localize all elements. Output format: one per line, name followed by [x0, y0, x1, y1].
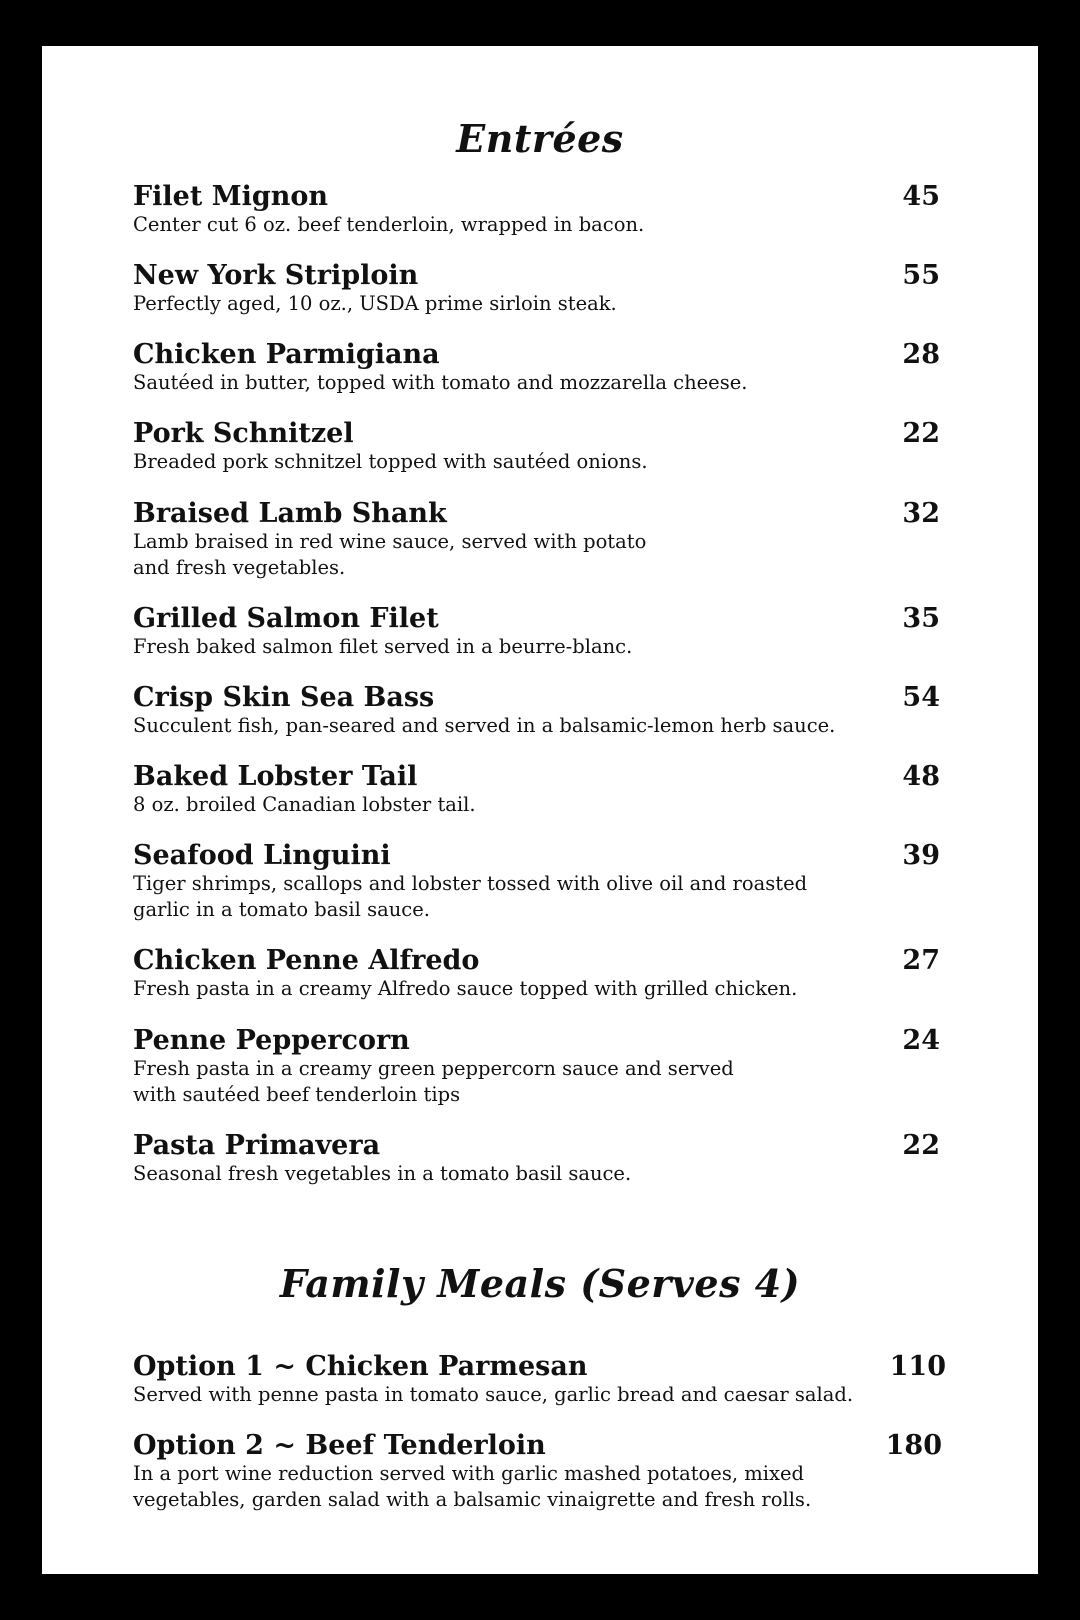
menu-item	[133, 683, 835, 739]
item-description: Fresh baked salmon filet served in a beurre-blanc.	[133, 635, 633, 658]
menu-item	[133, 1131, 631, 1187]
item-name: Crisp Skin Sea Bass	[133, 682, 435, 713]
menu-item	[133, 182, 644, 238]
item-name: Grilled Salmon Filet	[133, 603, 439, 634]
item-name: Pasta Primavera	[133, 1130, 381, 1161]
menu-item	[133, 340, 747, 396]
item-description: Succulent fish, pan-seared and served in a balsamic-lemon herb sauce.	[133, 714, 836, 737]
menu-item	[133, 499, 646, 581]
item-description: Served with penne pasta in tomato sauce, garlic bread and caesar salad.	[133, 1383, 854, 1406]
item-description: Lamb braised in red wine sauce, served with potato and fresh vegetables.	[133, 530, 647, 579]
item-name: Seafood Linguini	[133, 840, 391, 871]
item-name: Option 1 ~ Chicken Parmesan	[133, 1351, 588, 1382]
item-description: In a port wine reduction served with garlic mashed potatoes, mixed vegetables, garden salad with a balsamic vinaigrette and fresh rolls.	[133, 1462, 812, 1511]
item-price: 55	[902, 260, 940, 291]
menu-item	[133, 1026, 734, 1108]
item-price: 24	[902, 1025, 940, 1056]
item-description: Fresh pasta in a creamy Alfredo sauce topped with grilled chicken.	[133, 977, 798, 1000]
item-price: 39	[902, 840, 940, 871]
item-price: 180	[885, 1430, 942, 1461]
item-price: 48	[902, 761, 940, 792]
item-price: 110	[889, 1351, 946, 1382]
item-price: 27	[902, 945, 940, 976]
item-description: Perfectly aged, 10 oz., USDA prime sirloin steak.	[133, 292, 617, 315]
menu-item	[133, 261, 617, 317]
item-name: Baked Lobster Tail	[133, 761, 418, 792]
item-name: Pork Schnitzel	[133, 418, 354, 449]
item-name: Filet Mignon	[133, 181, 329, 212]
menu-item	[133, 841, 807, 923]
menu-item	[133, 946, 797, 1002]
item-price: 32	[902, 498, 940, 529]
menu-item	[133, 604, 632, 660]
item-price: 22	[902, 1130, 940, 1161]
item-price: 35	[902, 603, 940, 634]
menu-item	[133, 1352, 853, 1408]
item-price: 54	[902, 682, 940, 713]
item-description: Breaded pork schnitzel topped with sautéed onions.	[133, 450, 648, 473]
item-name: Chicken Parmigiana	[133, 339, 440, 370]
item-description: Tiger shrimps, scallops and lobster tossed with olive oil and roasted garlic in a tomato basil sauce.	[133, 872, 808, 921]
item-name: Braised Lamb Shank	[133, 498, 447, 529]
menu-item	[133, 1431, 811, 1513]
item-description: Center cut 6 oz. beef tenderloin, wrapped in bacon.	[133, 213, 645, 236]
entrees-title: Entrées	[456, 116, 624, 161]
item-name: New York Striploin	[133, 260, 419, 291]
item-description: 8 oz. broiled Canadian lobster tail.	[133, 793, 476, 816]
menu-page	[42, 46, 1038, 1574]
item-name: Chicken Penne Alfredo	[133, 945, 480, 976]
item-description: Seasonal fresh vegetables in a tomato basil sauce.	[133, 1162, 632, 1185]
menu-item	[133, 762, 476, 818]
item-price: 45	[902, 181, 940, 212]
item-price: 28	[902, 339, 940, 370]
family-meals-title: Family Meals (Serves 4)	[279, 1261, 801, 1306]
item-description: Sautéed in butter, topped with tomato and mozzarella cheese.	[133, 371, 748, 394]
item-description: Fresh pasta in a creamy green peppercorn sauce and served with sautéed beef tenderloin tips	[133, 1057, 734, 1106]
item-name: Penne Peppercorn	[133, 1025, 410, 1056]
item-price: 22	[902, 418, 940, 449]
menu-item	[133, 419, 648, 475]
item-name: Option 2 ~ Beef Tenderloin	[133, 1430, 546, 1461]
